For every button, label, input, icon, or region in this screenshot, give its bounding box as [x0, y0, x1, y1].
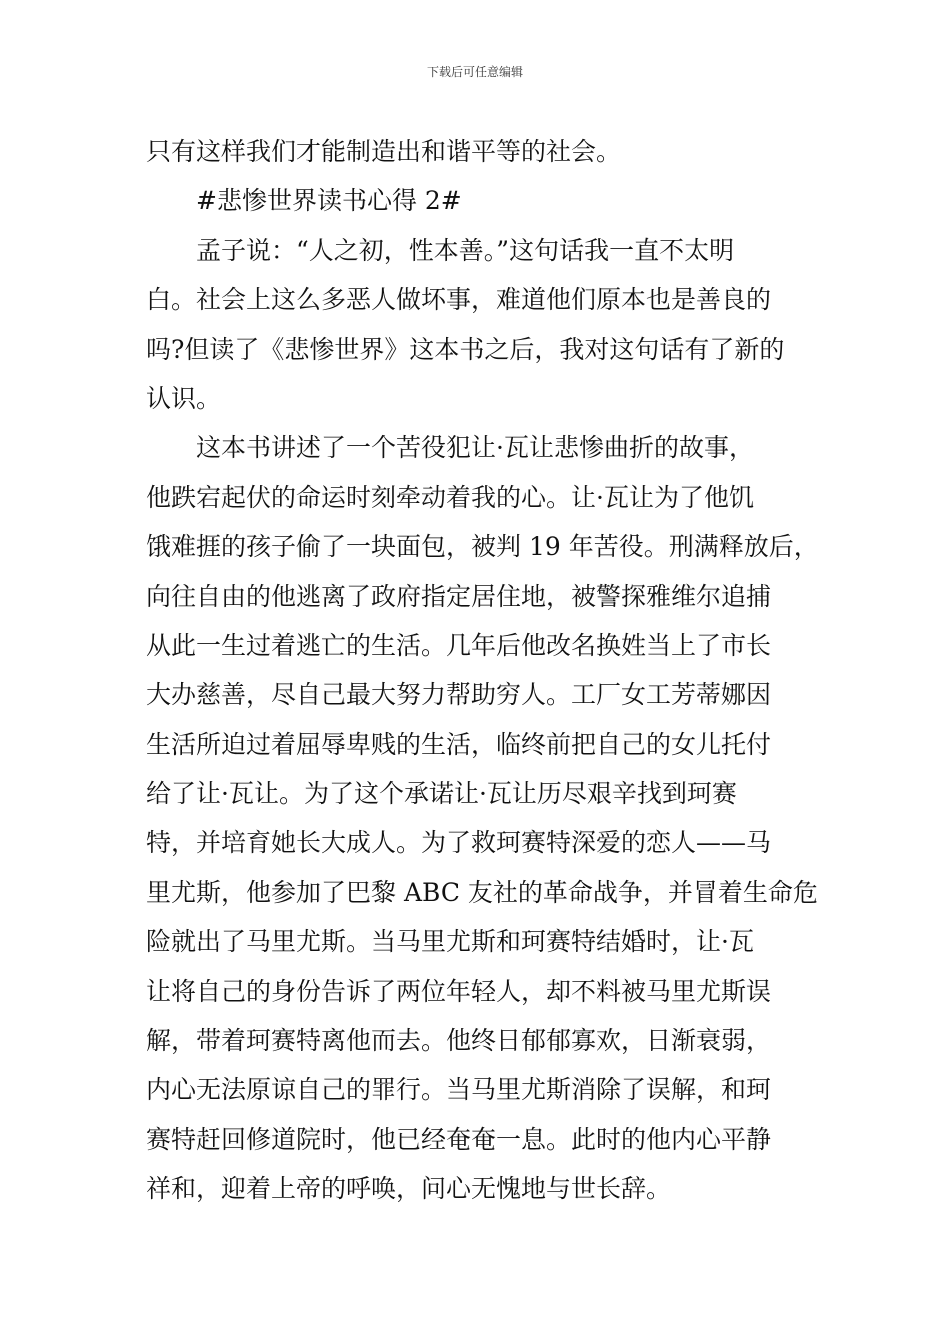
- text-line: 饿难捱的孩子偷了一块面包，被判 19 年苦役。刑满释放后，: [146, 532, 819, 562]
- text-line: 他跌宕起伏的命运时刻牵动着我的心。让·瓦让为了他饥: [146, 482, 754, 512]
- text-line: 祥和，迎着上帝的呼唤，问心无愧地与世长辞。: [146, 1174, 672, 1204]
- text-line: 给了让·瓦让。为了这个承诺让·瓦让历尽艰辛找到珂赛: [146, 779, 737, 809]
- text-line: 只有这样我们才能制造出和谐平等的社会。: [146, 137, 622, 166]
- text-line: 赛特赶回修道院时，他已经奄奄一息。此时的他内心平静: [146, 1124, 772, 1154]
- page-header: 下载后可任意编辑: [426, 65, 523, 79]
- text-line: 白。社会上这么多恶人做坏事，难道他们原本也是善良的: [146, 285, 772, 315]
- text-line: 内心无法原谅自己的罪行。当马里尤斯消除了误解，和珂: [146, 1075, 772, 1105]
- text-line: 认识。: [146, 383, 222, 413]
- text-line: 孟子说：“人之初，性本善。”这句话我一直不太明: [196, 235, 735, 265]
- text-line: 这本书讲述了一个苦役犯让·瓦让悲惨曲折的故事，: [196, 433, 754, 463]
- text-line: 让将自己的身份告诉了两位年轻人，却不料被马里尤斯误: [146, 976, 772, 1006]
- text-line: 吗?但读了《悲惨世界》这本书之后，我对这句话有了新的: [146, 334, 785, 364]
- document-body: [146, 127, 819, 1214]
- text-line: 解，带着珂赛特离他而去。他终日郁郁寡欢，日渐衰弱，: [146, 1026, 772, 1056]
- section-heading: #悲惨世界读书心得 2#: [196, 186, 462, 216]
- text-line: 特，并培育她长大成人。为了救珂赛特深爱的恋人——马: [146, 828, 772, 858]
- text-line: 从此一生过着逃亡的生活。几年后他改名换姓当上了市长: [146, 630, 772, 660]
- text-line: 生活所迫过着屈辱卑贱的生活，临终前把自己的女儿托付: [146, 729, 772, 759]
- text-line: 险就出了马里尤斯。当马里尤斯和珂赛特结婚时，让·瓦: [146, 927, 754, 957]
- text-line: 向往自由的他逃离了政府指定居住地，被警探雅维尔追捕: [146, 581, 772, 611]
- text-line: 大办慈善，尽自己最大努力帮助穷人。工厂女工芳蒂娜因: [146, 680, 772, 710]
- text-line: 里尤斯，他参加了巴黎 ABC 友社的革命战争，并冒着生命危: [146, 877, 818, 907]
